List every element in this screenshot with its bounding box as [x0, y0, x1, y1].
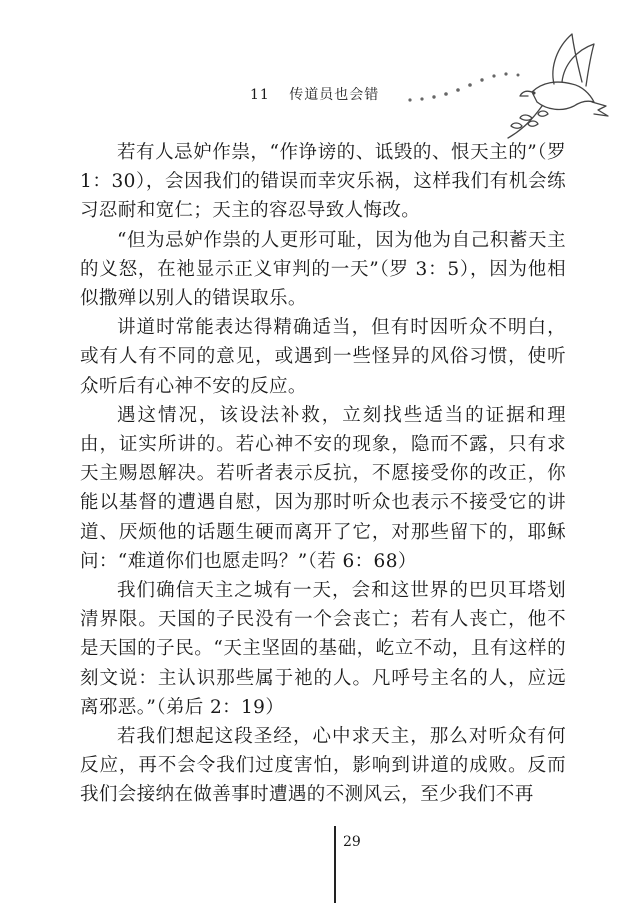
page-number-rule — [334, 826, 336, 903]
running-header — [250, 84, 379, 104]
chapter-number: 11 — [250, 87, 270, 103]
paragraph-6: 若我们想起这段圣经，心中求天主，那么对听众有何反应，再不会令我们过度害怕，影响到讲道的成败。反而我们会接纳在做善事时遭遇的不测风云，至少我们不再 — [80, 726, 566, 806]
chapter-title: 传道员也会错 — [289, 87, 380, 103]
paragraph-4: 遇这情况，该设法补救，立刻找些适当的证据和理由，证实所讲的。若心神不安的现象，隐而不露，只有求天主赐恩解决。若听者表示反抗，不愿接受你的改正，你能以基督的遭遇自慰，因为那时听众也表示不接受它的讲道、厌烦他的话题生硬而离开了它，对那些留下的，耶稣问：“难道你们也愿走吗？”（若 6：68） — [80, 404, 566, 572]
page-number: 29 — [343, 834, 361, 850]
paragraph-3: 讲道时常能表达得精确适当，但有时因听众不明白，或有人有不同的意见，或遇到一些怪异的风俗习惯，使听众听后有心神不安的反应。 — [80, 317, 566, 397]
paragraph-5: 我们确信天主之城有一天，会和这世界的巴贝耳塔划清界限。天国的子民没有一个会丧亡；若有人丧亡，他不是天国的子民。“天主坚固的基础，屹立不动，且有这样的刻文说：主认识那些属于祂的人。凡呼号主名的人，应远离邪恶。”（弟后 2：19） — [80, 580, 566, 718]
dove-with-branch-icon — [382, 22, 622, 142]
paragraph-2: “但为忌妒作祟的人更形可耻，因为他为自己积蓄天主的义怒，在祂显示正义审判的一天”（罗 3：5），因为他相似撒殚以别人的错误取乐。 — [80, 229, 566, 310]
body-text — [80, 138, 566, 810]
paragraph-1: 若有人忌妒作祟，“作诤谤的、诋毁的、恨天主的”（罗1：30），会因我们的错误而幸灾乐祸，这样我们有机会练习忍耐和宽仁；天主的容忍导致人悔改。 — [80, 142, 566, 222]
